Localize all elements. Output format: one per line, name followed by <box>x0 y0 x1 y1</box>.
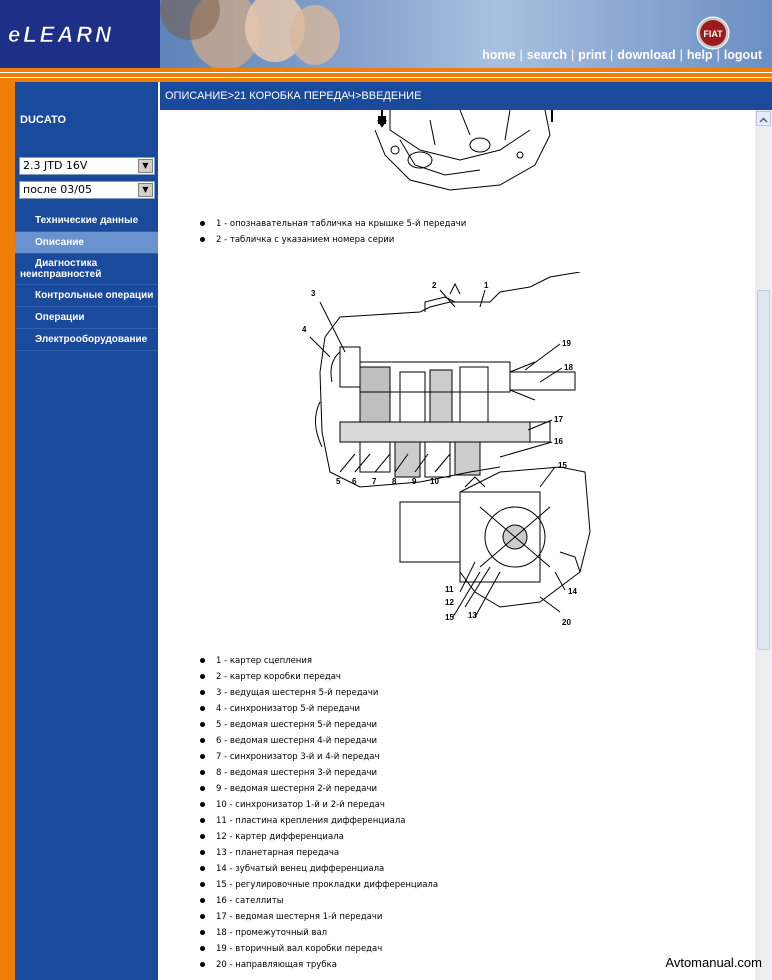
chevron-up-icon <box>757 114 770 127</box>
svg-text:14: 14 <box>568 587 577 596</box>
list-item: 11 - пластина крепления дифференциала <box>200 813 438 829</box>
list-item: 4 - синхронизатор 5-й передачи <box>200 701 438 717</box>
sidebar-item-label: неисправностей <box>20 269 102 280</box>
date-select[interactable] <box>19 181 155 199</box>
svg-text:6: 6 <box>352 477 357 486</box>
sidebar-item-tech-data[interactable]: Технические данные <box>15 210 158 232</box>
list-item: 5 - ведомая шестерня 5-й передачи <box>200 717 438 733</box>
list-item: 13 - планетарная передача <box>200 845 438 861</box>
list-item: 15 - регулировочные прокладки дифференциала <box>200 877 438 893</box>
svg-text:4: 4 <box>302 325 307 334</box>
svg-text:5: 5 <box>336 477 341 486</box>
list-item: 1 - опознавательная табличка на крышке 5-й передачи <box>200 216 466 232</box>
list-item: 8 - ведомая шестерня 3-й передачи <box>200 765 438 781</box>
chevron-down-icon[interactable]: ▼ <box>138 159 153 173</box>
orange-stripe <box>0 68 772 82</box>
model-title: DUCATO <box>20 114 67 126</box>
svg-text:13: 13 <box>468 611 477 620</box>
sidebar-item-electrical[interactable]: Электрооборудование <box>15 329 158 351</box>
list-item: 1 - картер сцепления <box>200 653 438 669</box>
svg-text:11: 11 <box>445 585 454 594</box>
nameplate-list <box>200 216 466 248</box>
sidebar-item-checks[interactable]: Контрольные операции <box>15 285 158 307</box>
svg-text:12: 12 <box>445 598 454 607</box>
engine-select[interactable] <box>19 157 155 175</box>
sidebar-menu <box>15 210 158 351</box>
svg-text:16: 16 <box>554 437 563 446</box>
list-item: 2 - картер коробки передач <box>200 669 438 685</box>
list-item: 9 - ведомая шестерня 2-й передачи <box>200 781 438 797</box>
svg-text:eLEARN: eLEARN <box>8 22 115 47</box>
svg-text:20: 20 <box>562 618 571 627</box>
gearbox-top-figure <box>360 110 560 195</box>
chevron-down-icon[interactable]: ▼ <box>138 183 153 197</box>
fiat-logo[interactable] <box>696 16 730 50</box>
sidebar-item-label: Диагностика <box>35 258 98 269</box>
nav-download[interactable]: download <box>617 48 676 62</box>
list-item: 19 - вторичный вал коробки передач <box>200 941 438 957</box>
svg-text:15: 15 <box>445 613 454 622</box>
svg-text:15: 15 <box>558 461 567 470</box>
svg-text:3: 3 <box>311 289 316 298</box>
gearbox-cutaway-diagram <box>300 272 600 637</box>
list-item: 6 - ведомая шестерня 4-й передачи <box>200 733 438 749</box>
logo-area <box>0 0 160 68</box>
nav-logout[interactable]: logout <box>723 48 762 62</box>
nav-print[interactable]: print <box>578 48 607 62</box>
watermark: Avtomanual.com <box>665 955 762 970</box>
list-item: 17 - ведомая шестерня 1-й передачи <box>200 909 438 925</box>
svg-text:7: 7 <box>372 477 377 486</box>
sidebar-item-diagnostics[interactable] <box>15 254 158 285</box>
svg-text:FIAT: FIAT <box>703 29 723 39</box>
svg-text:19: 19 <box>562 339 571 348</box>
engine-select-value: 2.3 JTD 16V <box>23 159 88 172</box>
left-orange-band <box>0 0 15 980</box>
svg-text:1: 1 <box>484 281 489 290</box>
sidebar-item-description[interactable]: Описание <box>15 232 158 254</box>
svg-text:2: 2 <box>432 281 437 290</box>
list-item: 14 - зубчатый венец дифференциала <box>200 861 438 877</box>
breadcrumb[interactable]: ОПИСАНИЕ>21 КОРОБКА ПЕРЕДАЧ>ВВЕДЕНИЕ <box>160 82 772 110</box>
list-item: 18 - промежуточный вал <box>200 925 438 941</box>
elearn-logo <box>6 18 156 50</box>
scroll-up-button[interactable] <box>756 111 771 126</box>
list-item: 16 - сателлиты <box>200 893 438 909</box>
scrollbar-thumb[interactable] <box>757 290 770 650</box>
nav-home[interactable]: home <box>482 48 516 62</box>
list-item: 10 - синхронизатор 1-й и 2-й передач <box>200 797 438 813</box>
svg-text:18: 18 <box>564 363 573 372</box>
svg-text:9: 9 <box>412 477 417 486</box>
list-item: 12 - картер дифференциала <box>200 829 438 845</box>
svg-text:8: 8 <box>392 477 397 486</box>
svg-text:10: 10 <box>430 477 439 486</box>
sidebar-item-operations[interactable]: Операции <box>15 307 158 329</box>
parts-list <box>200 653 438 973</box>
content-pane <box>160 110 755 980</box>
svg-text:17: 17 <box>554 415 563 424</box>
date-select-value: после 03/05 <box>23 183 92 196</box>
nav-search[interactable]: search <box>526 48 567 62</box>
list-item: 2 - табличка с указанием номера серии <box>200 232 466 248</box>
list-item: 20 - направляющая трубка <box>200 957 438 973</box>
top-nav: home | search | print | download | help | logout <box>482 48 762 62</box>
list-item: 7 - синхронизатор 3-й и 4-й передач <box>200 749 438 765</box>
nav-help[interactable]: help <box>686 48 713 62</box>
list-item: 3 - ведущая шестерня 5-й передачи <box>200 685 438 701</box>
